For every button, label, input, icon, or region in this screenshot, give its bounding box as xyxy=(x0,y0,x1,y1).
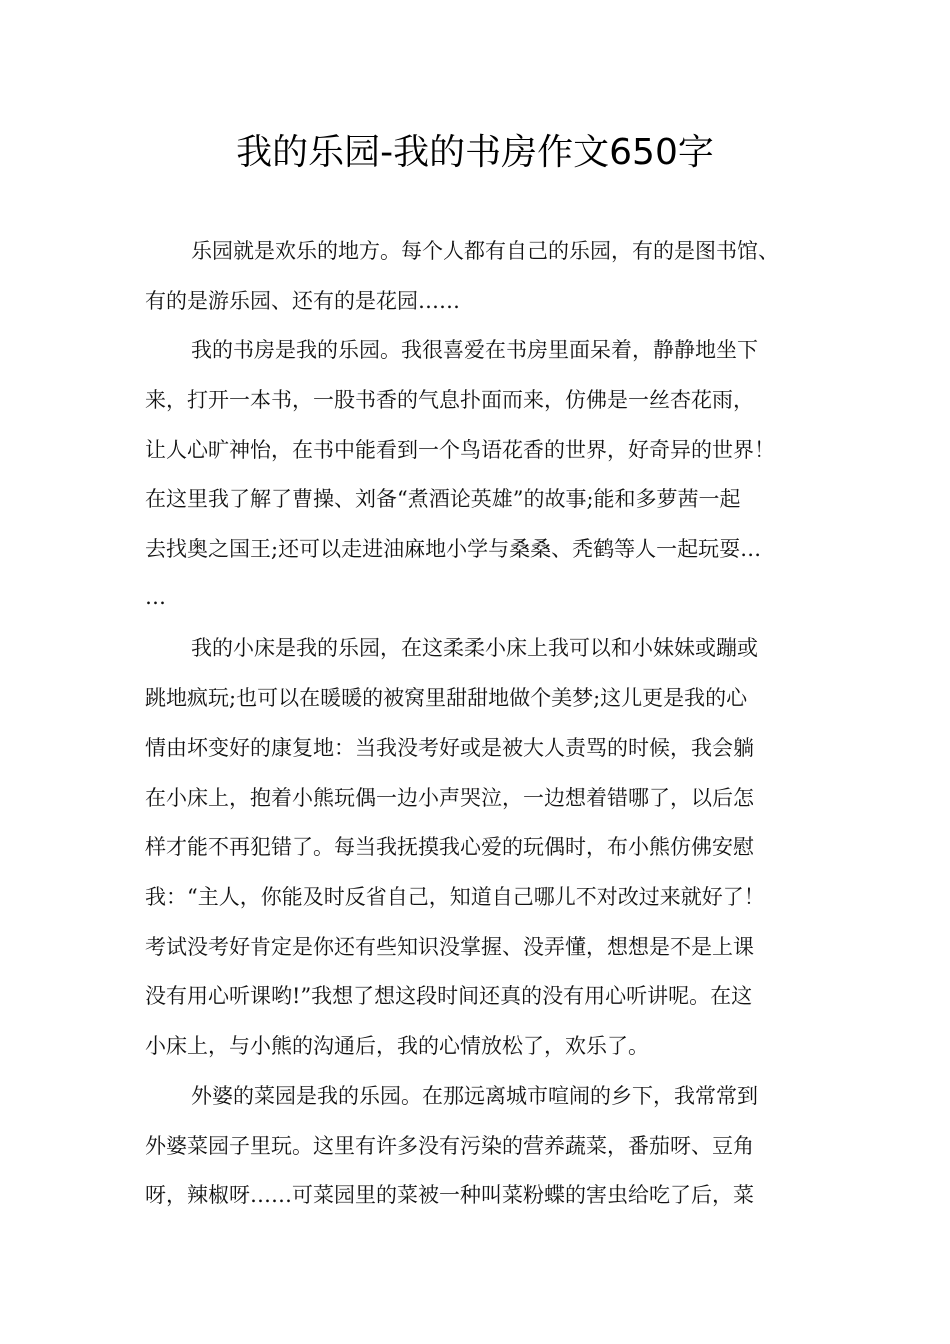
text-line-17: 小床上，与小熊的沟通后，我的心情放松了，欢乐了。 xyxy=(145,1034,649,1058)
text-line-19: 外婆菜园子里玩。这里有许多没有污染的营养蔬菜，番茄呀、豆角 xyxy=(145,1134,754,1158)
text-line-20: 呀，辣椒呀……可菜园里的菜被一种叫菜粉蝶的害虫给吃了后，菜 xyxy=(145,1183,754,1207)
text-line-10: 跳地疯玩;也可以在暖暖的被窝里甜甜地做个美梦;这儿更是我的心 xyxy=(145,686,748,710)
text-line-6: 在这里我了解了曹操、刘备“煮酒论英雄”的故事;能和多萝茜一起 xyxy=(145,487,741,511)
text-line-8: … xyxy=(145,585,166,609)
text-line-9: 我的小床是我的乐园，在这柔柔小床上我可以和小妹妹或蹦或 xyxy=(191,636,758,660)
text-line-3: 我的书房是我的乐园。我很喜爱在书房里面呆着，静静地坐下 xyxy=(191,338,758,362)
text-line-2: 有的是游乐园、还有的是花园…… xyxy=(145,289,460,313)
text-line-14: 我：“主人，你能及时反省自己，知道自己哪儿不对改过来就好了！ xyxy=(145,885,765,909)
text-line-13: 样才能不再犯错了。每当我抚摸我心爱的玩偶时，布小熊仿佛安慰 xyxy=(145,835,754,859)
text-line-18: 外婆的菜园是我的乐园。在那远离城市喧闹的乡下，我常常到 xyxy=(191,1084,758,1108)
text-line-12: 在小床上，抱着小熊玩偶一边小声哭泣，一边想着错哪了，以后怎 xyxy=(145,786,754,810)
text-line-7: 去找奥之国王;还可以走进油麻地小学与桑桑、秃鹤等人一起玩耍… xyxy=(145,537,762,561)
document-title: 我的乐园-我的书房作文650字 xyxy=(236,132,714,173)
text-line-1: 乐园就是欢乐的地方。每个人都有自己的乐园，有的是图书馆、 xyxy=(191,239,779,263)
text-line-15: 考试没考好肯定是你还有些知识没掌握、没弄懂，想想是不是上课 xyxy=(145,935,754,959)
text-line-5: 让人心旷神怡，在书中能看到一个鸟语花香的世界，好奇异的世界！ xyxy=(145,438,775,462)
text-line-16: 没有用心听课哟!”我想了想这段时间还真的没有用心听讲呢。在这 xyxy=(145,984,753,1008)
text-line-11: 情由坏变好的康复地：当我没考好或是被大人责骂的时候，我会躺 xyxy=(145,736,754,760)
text-line-4: 来，打开一本书，一股书香的气息扑面而来，仿佛是一丝杏花雨， xyxy=(145,388,754,412)
